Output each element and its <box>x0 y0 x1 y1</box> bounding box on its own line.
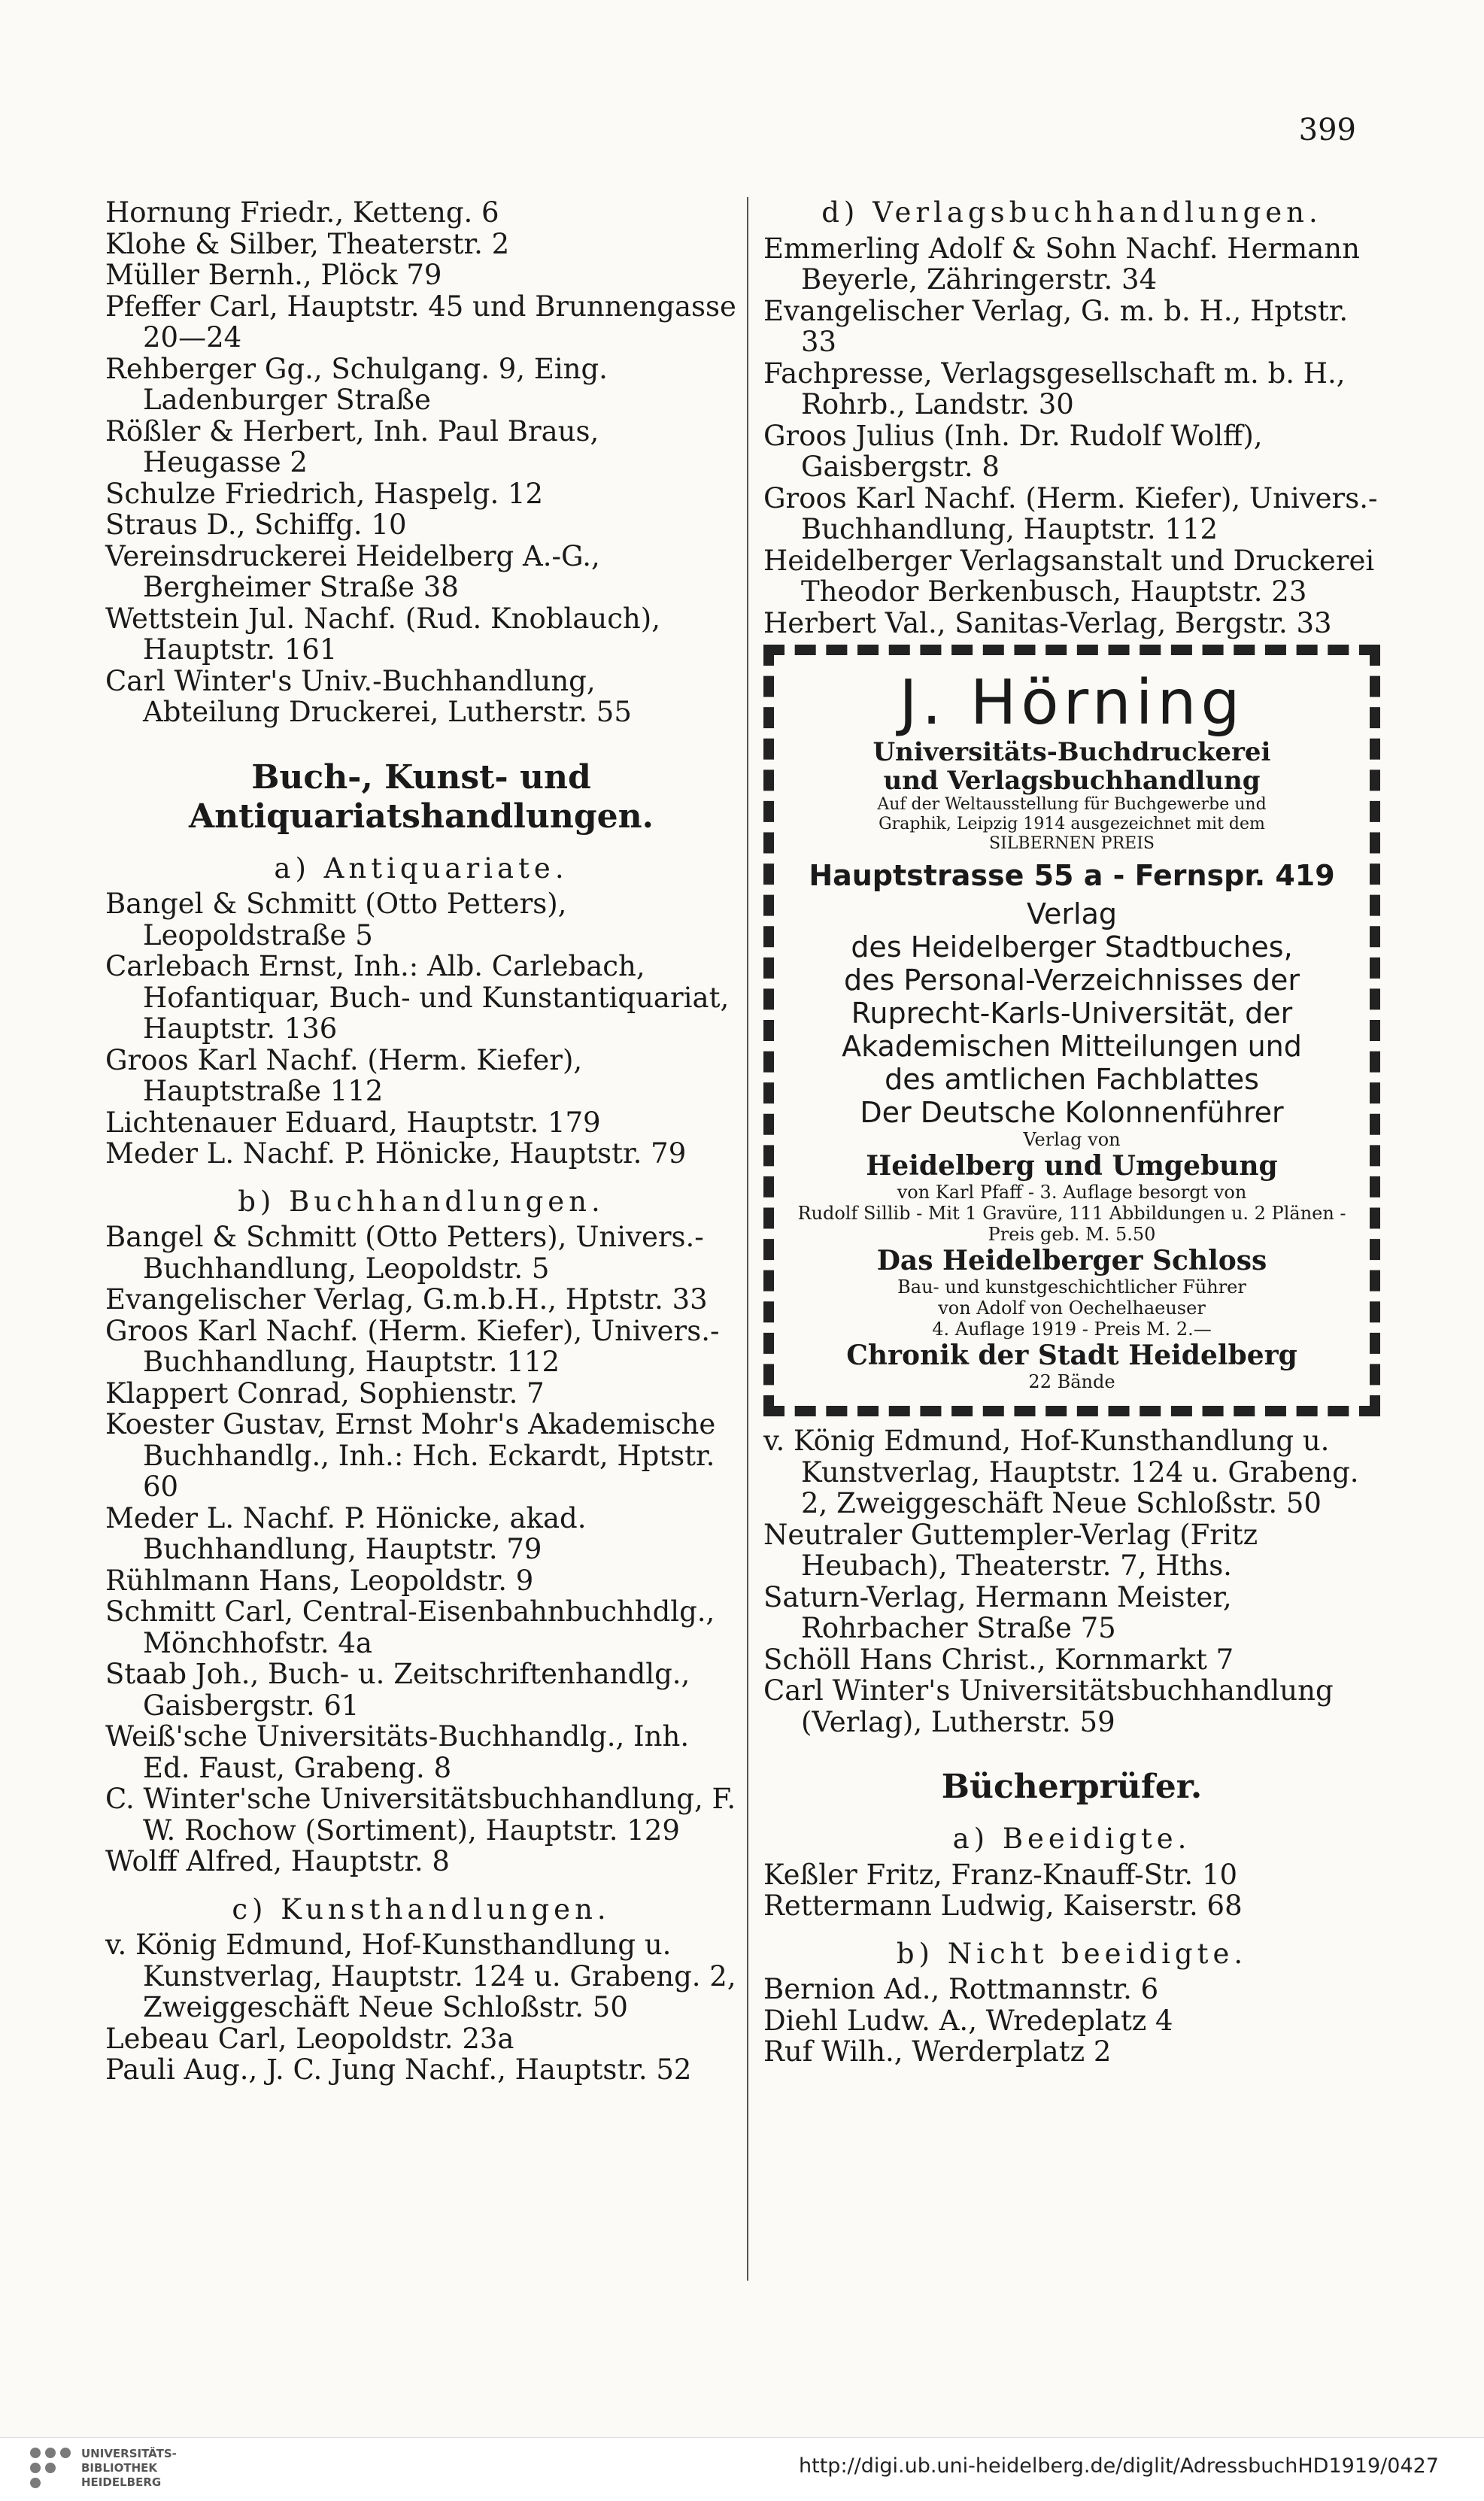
subhead-kunsthandlungen: c) Kunsthandlungen. <box>232 1892 611 1926</box>
directory-entry: v. König Edmund, Hof-Kunsthandlung u. Kunstverlag, Hauptstr. 124 u. Grabeng. 2, Zweiggeschäft Neue Schloßstr. 50 <box>105 1929 736 2023</box>
viewer-footer <box>0 2437 1484 2501</box>
ad-book3-desc: 22 Bände <box>1028 1371 1115 1392</box>
entries-verlag <box>763 233 1380 639</box>
directory-entry: Carl Winter's Universitätsbuchhandlung (Verlag), Lutherstr. 59 <box>763 1674 1334 1738</box>
directory-entry: Groos Julius (Inh. Dr. Rudolf Wolff), Gaisbergstr. 8 <box>763 419 1263 483</box>
directory-entry: v. König Edmund, Hof-Kunsthandlung u. Kunstverlag, Hauptstr. 124 u. Grabeng. 2, Zweiggeschäft Neue Schloßstr. 50 <box>763 1425 1359 1519</box>
ad-line1: Universitäts-Buchdruckerei <box>872 737 1271 767</box>
logo-line2: BIBLIOTHEK <box>81 2461 157 2475</box>
directory-entry: Klappert Conrad, Sophienstr. 7 <box>105 1376 545 1410</box>
directory-entry: Herbert Val., Sanitas-Verlag, Bergstr. 33 <box>763 606 1332 639</box>
directory-entry: Carlebach Ernst, Inh.: Alb. Carlebach, Hofantiquar, Buch- und Kunstantiquariat, Hauptstr. 136 <box>105 950 730 1045</box>
ad-text-line: 4. Auflage 1919 - Preis M. 2.— <box>932 1319 1212 1340</box>
directory-entry: Lebeau Carl, Leopoldstr. 23a <box>105 2022 514 2055</box>
directory-entry: Klohe & Silber, Theaterstr. 2 <box>105 227 510 260</box>
section-title-book-art-antiquarian: Buch-, Kunst- und Antiquariatshandlungen. <box>189 757 654 836</box>
directory-entry: Schulze Friedrich, Haspelg. 12 <box>105 477 544 510</box>
directory-entry: Müller Bernh., Plöck 79 <box>105 259 442 291</box>
ad-award3: SILBERNEN PREIS <box>989 834 1155 853</box>
directory-entry: Bernion Ad., Rottmannstr. 6 <box>763 1973 1159 2005</box>
directory-entry: Ruf Wilh., Werderplatz 2 <box>763 2035 1112 2068</box>
ad-text-line: des Heidelberger Stadtbuches, <box>851 930 1293 964</box>
directory-entry: Emmerling Adolf & Sohn Nachf. Hermann Beyerle, Zähringerstr. 34 <box>763 232 1360 296</box>
directory-entry: Groos Karl Nachf. (Herm. Kiefer), Univers.-Buchhandlung, Hauptstr. 112 <box>763 481 1378 545</box>
subhead-beeidigte: a) Beeidigte. <box>952 1823 1191 1855</box>
directory-entry: Pfeffer Carl, Hauptstr. 45 und Brunnengasse 20—24 <box>105 290 736 354</box>
subhead-buchhandlungen: b) Buchhandlungen. <box>238 1185 605 1218</box>
source-url-link[interactable]: http://digi.ub.uni-heidelberg.de/diglit/AdressbuchHD1919/0427 <box>799 2454 1439 2478</box>
directory-entry: Lichtenauer Eduard, Hauptstr. 179 <box>105 1106 601 1139</box>
directory-entry: Saturn-Verlag, Hermann Meister, Rohrbacher Straße 75 <box>763 1580 1232 1644</box>
advertisement-hoerning <box>763 645 1380 1416</box>
directory-entry: Meder L. Nachf. P. Hönicke, Hauptstr. 79 <box>105 1137 687 1170</box>
ad-verlag-von: Verlag von <box>1023 1129 1121 1150</box>
directory-entry: Schöll Hans Christ., Kornmarkt 7 <box>763 1643 1234 1676</box>
directory-entry: Carl Winter's Univ.-Buchhandlung, Abteilung Druckerei, Lutherstr. 55 <box>105 664 632 728</box>
directory-entry: Schmitt Carl, Central-Eisenbahnbuchhdlg., Mönchhofstr. 4a <box>105 1595 715 1659</box>
ad-verlag: Verlag <box>1026 897 1117 930</box>
directory-entry: Rößler & Herbert, Inh. Paul Braus, Heugasse 2 <box>105 414 599 478</box>
subhead-antiquariate: a) Antiquariate. <box>274 851 569 885</box>
directory-entry: Diehl Ludw. A., Wredeplatz 4 <box>763 2004 1173 2037</box>
directory-entry: Staab Joh., Buch- u. Zeitschriftenhandlg., Gaisbergstr. 61 <box>105 1658 690 1722</box>
ad-text-line: von Karl Pfaff - 3. Auflage besorgt von <box>897 1182 1247 1203</box>
ad-text-line: von Adolf von Oechelhaeuser <box>938 1298 1206 1319</box>
left-column <box>105 197 737 2086</box>
entries-beeidigte <box>763 1859 1380 1922</box>
directory-entry: Heidelberger Verlagsanstalt und Druckerei Theodor Berkenbusch, Hauptstr. 23 <box>763 544 1375 608</box>
directory-entry: Bangel & Schmitt (Otto Petters), Leopoldstraße 5 <box>105 888 567 952</box>
directory-entry: Evangelischer Verlag, G.m.b.H., Hptstr. 33 <box>105 1283 708 1316</box>
ad-text-line: Der Deutsche Kolonnenführer <box>860 1096 1284 1129</box>
directory-entry: Groos Karl Nachf. (Herm. Kiefer), Univers.-Buchhandlung, Hauptstr. 112 <box>105 1314 720 1378</box>
directory-entry: Weiß'sche Universitäts-Buchhandlg., Inh. Ed. Faust, Grabeng. 8 <box>105 1720 690 1784</box>
directory-entry: Wolff Alfred, Hauptstr. 8 <box>105 1845 450 1877</box>
library-logo-text <box>81 2447 177 2490</box>
directory-entry: Groos Karl Nachf. (Herm. Kiefer), Hauptstraße 112 <box>105 1043 583 1107</box>
directory-entry: Neutraler Guttempler-Verlag (Fritz Heubach), Theaterstr. 7, Hths. <box>763 1518 1258 1582</box>
ad-text-line: Ruprecht-Karls-Universität, der <box>851 997 1293 1030</box>
subhead-nicht-beeidigte: b) Nicht beeidigte. <box>896 1937 1248 1970</box>
directory-entry: Pauli Aug., J. C. Jung Nachf., Hauptstr. 52 <box>105 2053 692 2086</box>
ad-book1-desc <box>791 1182 1353 1245</box>
logo-line3: HEIDELBERG <box>81 2475 162 2489</box>
ad-book1-title: Heidelberg und Umgebung <box>866 1150 1278 1182</box>
column-divider <box>747 197 748 2281</box>
directory-entry: Wettstein Jul. Nachf. (Rud. Knoblauch), Hauptstr. 161 <box>105 602 660 666</box>
ad-award2: Graphik, Leipzig 1914 ausgezeichnet mit dem <box>879 815 1265 833</box>
directory-entry: C. Winter'sche Universitätsbuchhandlung, F. W. Rochow (Sortiment), Hauptstr. 129 <box>105 1783 736 1847</box>
directory-entry: Rühlmann Hans, Leopoldstr. 9 <box>105 1564 534 1597</box>
library-logo-icon <box>30 2448 72 2490</box>
entries-antiquariate <box>105 888 737 1170</box>
logo-line1: UNIVERSITÄTS- <box>81 2447 177 2460</box>
subhead-verlagsbuchhandlungen: d) Verlagsbuchhandlungen. <box>821 196 1322 229</box>
ad-text-line: Bau- und kunstgeschichtlicher Führer <box>897 1276 1246 1298</box>
directory-entry: Koester Gustav, Ernst Mohr's Akademische Buchhandlg., Inh.: Hch. Eckardt, Hptstr. 60 <box>105 1408 716 1503</box>
ad-text-line: Rudolf Sillib - Mit 1 Gravüre, 111 Abbildungen u. 2 Plänen - Preis geb. M. 5.50 <box>797 1203 1346 1245</box>
directory-entry: Keßler Fritz, Franz-Knauff-Str. 10 <box>763 1858 1238 1891</box>
ad-book2-desc <box>791 1276 1353 1340</box>
ad-brand: J. Hörning <box>899 667 1245 739</box>
entries-buchhandlungen <box>105 1222 737 1877</box>
ad-text-line: Akademischen Mitteilungen und <box>842 1030 1302 1063</box>
ad-text-line: des amtlichen Fachblattes <box>885 1063 1259 1096</box>
directory-entry: Vereinsdruckerei Heidelberg A.-G., Bergheimer Straße 38 <box>105 539 600 603</box>
page-number: 399 <box>1298 113 1356 147</box>
ad-line2: und Verlagsbuchhandlung <box>883 766 1261 796</box>
directory-entry: Bangel & Schmitt (Otto Petters), Univers.-Buchhandlung, Leopoldstr. 5 <box>105 1221 704 1285</box>
entries-verlag-cont <box>763 1425 1380 1738</box>
directory-entry: Evangelischer Verlag, G. m. b. H., Hptstr. 33 <box>763 294 1349 358</box>
library-logo[interactable] <box>30 2447 177 2490</box>
directory-entry: Rehberger Gg., Schulgang. 9, Eing. Ladenburger Straße <box>105 352 608 416</box>
ad-award1: Auf der Weltausstellung für Buchgewerbe und <box>877 795 1267 814</box>
directory-entry: Meder L. Nachf. P. Hönicke, akad. Buchhandlung, Hauptstr. 79 <box>105 1501 587 1565</box>
directory-entry: Straus D., Schiffg. 10 <box>105 508 407 541</box>
ad-book3-title: Chronik der Stadt Heidelberg <box>846 1340 1297 1371</box>
ad-address: Hauptstrasse 55 a - Fernspr. 419 <box>809 859 1335 892</box>
directory-entry: Rettermann Ludwig, Kaiserstr. 68 <box>763 1889 1243 1922</box>
entries-kunsthandlungen <box>105 1929 737 2086</box>
directory-entry: Fachpresse, Verlagsgesellschaft m. b. H., Rohrb., Landstr. 30 <box>763 357 1346 420</box>
ad-text-line: des Personal-Verzeichnisses der <box>844 964 1300 997</box>
ad-book2-title: Das Heidelberger Schloss <box>876 1245 1267 1276</box>
right-column <box>763 197 1380 2068</box>
ad-publications <box>791 930 1353 1129</box>
directory-entry: Hornung Friedr., Ketteng. 6 <box>105 196 499 229</box>
entries-nicht-beeidigte <box>763 1974 1380 2068</box>
entries-printers <box>105 197 737 728</box>
section-title-buecherpruefer: Bücherprüfer. <box>941 1768 1203 1806</box>
